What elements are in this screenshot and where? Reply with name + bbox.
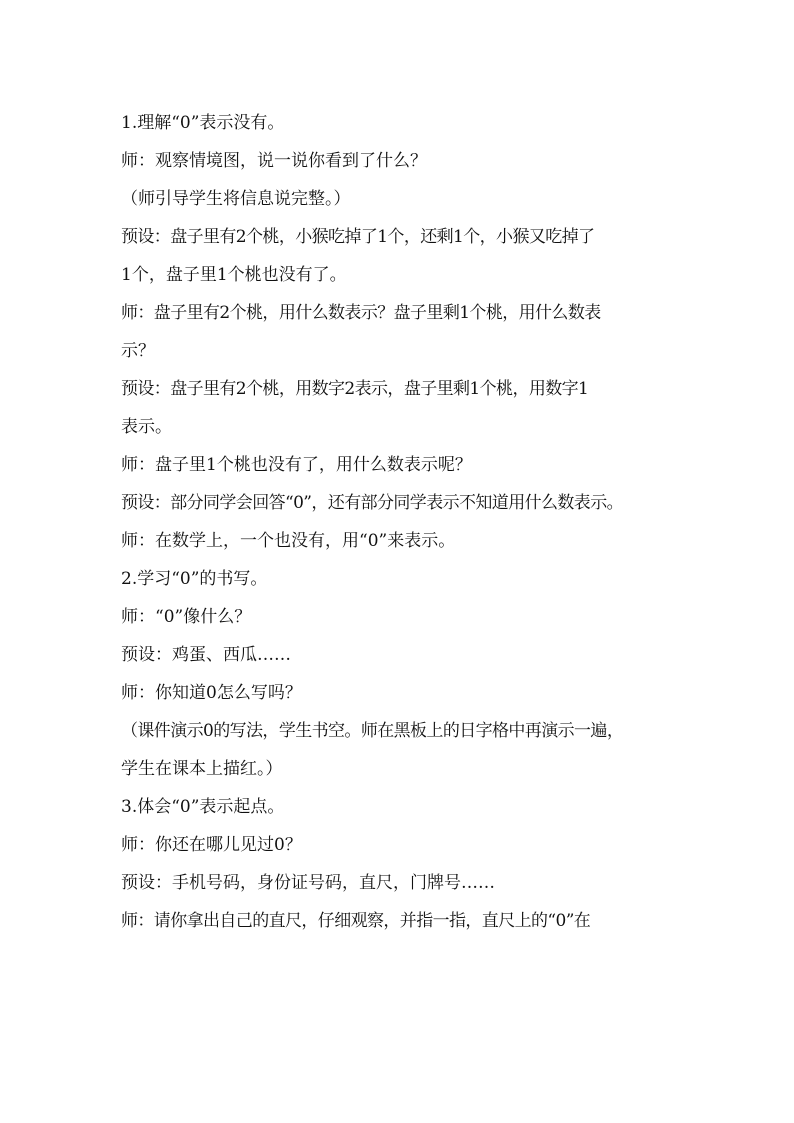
expected-answer: 预设：手机号码，身份证号码，直尺，门牌号…… [121,873,495,893]
teacher-line: 师：在数学上，一个也没有，用“0”来表示。 [121,531,456,551]
teacher-line: 师：观察情境图，说一说你看到了什么？ [121,151,427,171]
teacher-line: 师：你还在哪儿见过0？ [121,835,302,855]
lesson-text-body [121,104,681,940]
expected-answer-continued: 表示。 [121,417,172,437]
teacher-line: 师：请你拿出自己的直尺，仔细观察，并指一指，直尺上的“0”在 [121,911,591,931]
expected-answer: 预设：鸡蛋、西瓜…… [121,645,291,665]
expected-answer: 预设：部分同学会回答“0”，还有部分同学表示不知道用什么数表示。 [121,493,623,513]
section-heading-zero-as-start: 3.体会“0”表示起点。 [121,797,285,817]
expected-answer-continued: 1个，盘子里1个桃也没有了。 [121,265,347,285]
teacher-note: （课件演示0的写法，学生书空。师在黑板上的日字格中再演示一遍， [121,721,624,741]
expected-answer: 预设：盘子里有2个桃，用数字2表示，盘子里剩1个桃，用数字1 [121,379,589,399]
teacher-line-continued: 示？ [121,341,155,361]
section-heading-zero-means-none: 1.理解“0”表示没有。 [121,113,285,133]
expected-answer: 预设：盘子里有2个桃，小猴吃掉了1个，还剩1个，小猴又吃掉了 [121,227,595,247]
teacher-line: 师：盘子里1个桃也没有了，用什么数表示呢？ [121,455,472,475]
teacher-note: （师引导学生将信息说完整。） [121,189,351,209]
teacher-line: 师：“0”像什么？ [121,607,252,627]
teacher-note-continued: 学生在课本上描红。） [121,759,283,779]
teacher-line: 师：盘子里有2个桃，用什么数表示？盘子里剩1个桃，用什么数表 [121,303,601,323]
section-heading-writing-zero: 2.学习“0”的书写。 [121,569,268,589]
teacher-line: 师：你知道0怎么写吗？ [121,683,302,703]
